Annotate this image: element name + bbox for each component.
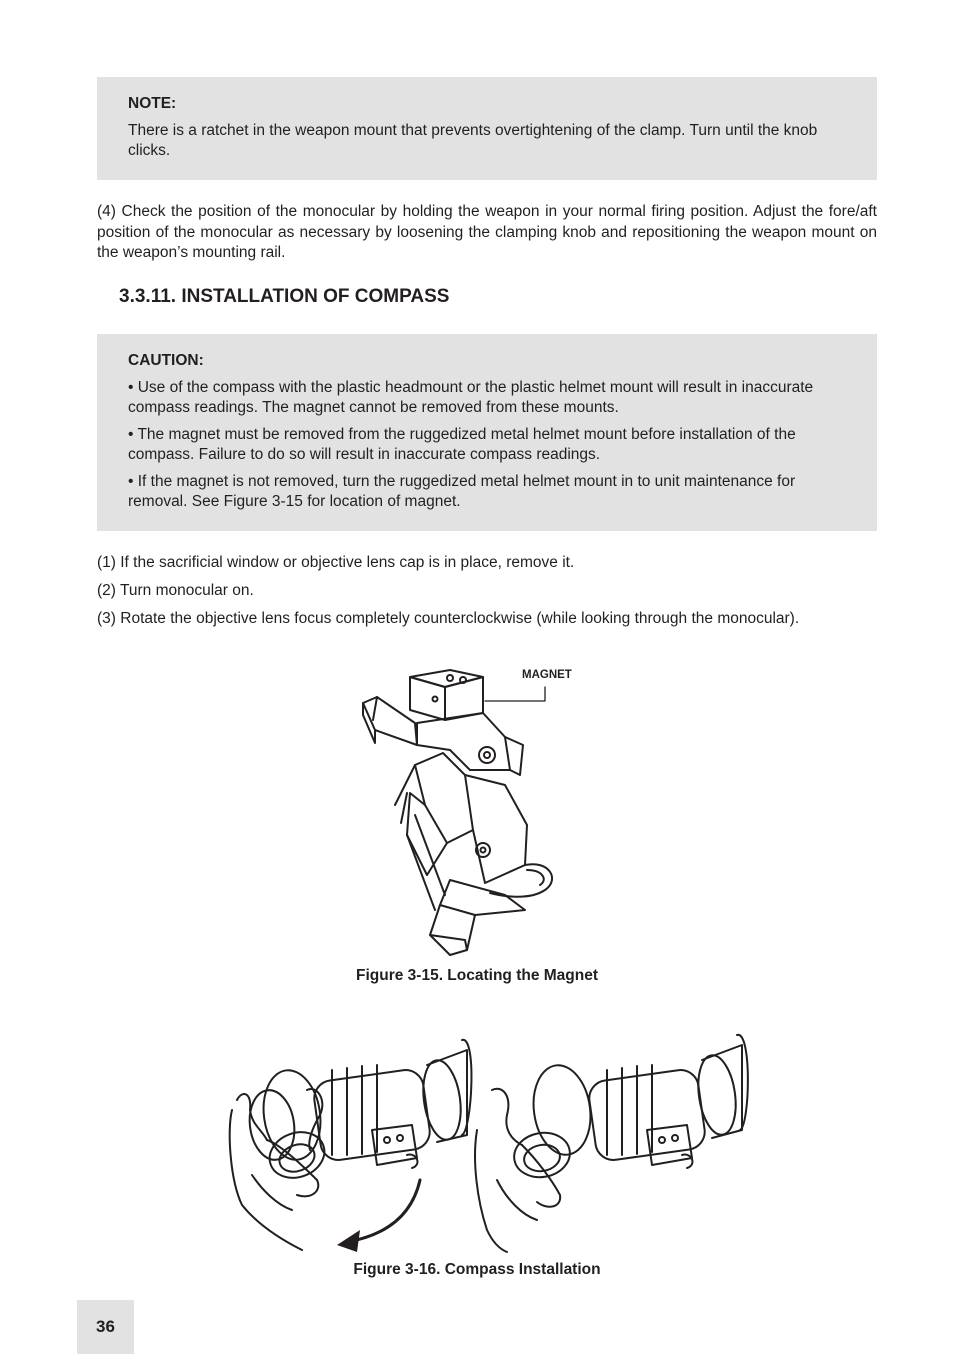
- right-monocular-drawing: [528, 1035, 748, 1168]
- caution-item: • If the magnet is not removed, turn the ruggedized metal helmet mount in to unit maintenance for removal. See Figure 3-15 for location of magnet.: [128, 473, 796, 510]
- left-monocular-drawing: [245, 1040, 471, 1168]
- compass-installation-illustration: [222, 1030, 752, 1255]
- step-3: (3) Rotate the objective lens focus completely counterclockwise (while looking through the monocular).: [97, 610, 800, 627]
- step-4-paragraph: (4) Check the position of the monocular by holding the weapon in your normal firing position. Adjust the fore/aft position of the monocular as necessary by loosening the clamping knob and repositioning the weapon mount on the weapon’s mounting rail.: [97, 203, 877, 261]
- step-1: (1) If the sacrificial window or objective lens cap is in place, remove it.: [97, 554, 575, 571]
- caution-item: • Use of the compass with the plastic headmount or the plastic helmet mount will result in inaccurate compass readings. The magnet cannot be removed from these mounts.: [128, 379, 814, 416]
- figure-3-16-caption: Figure 3-16. Compass Installation: [353, 1261, 601, 1278]
- magnet-callout-label: MAGNET: [522, 669, 572, 681]
- helmet-mount-illustration: [355, 665, 595, 965]
- note-text: There is a ratchet in the weapon mount that prevents overtightening of the clamp. Turn until the knob clicks.: [128, 122, 818, 159]
- caution-title: CAUTION:: [128, 352, 204, 369]
- note-box: [97, 77, 877, 180]
- page-number: 36: [77, 1300, 134, 1354]
- right-hand-drawing: [475, 1089, 573, 1252]
- section-heading: 3.3.11. INSTALLATION OF COMPASS: [119, 286, 450, 307]
- figure-3-15-caption: Figure 3-15. Locating the Magnet: [356, 967, 598, 984]
- note-title: NOTE:: [128, 95, 177, 112]
- caution-item: • The magnet must be removed from the ruggedized metal helmet mount before installation of the compass. Failure to do so will result in inaccurate compass readings.: [128, 426, 796, 463]
- caution-box: [97, 334, 877, 531]
- rotation-arrow-icon: [337, 1180, 420, 1252]
- step-2: (2) Turn monocular on.: [97, 582, 254, 599]
